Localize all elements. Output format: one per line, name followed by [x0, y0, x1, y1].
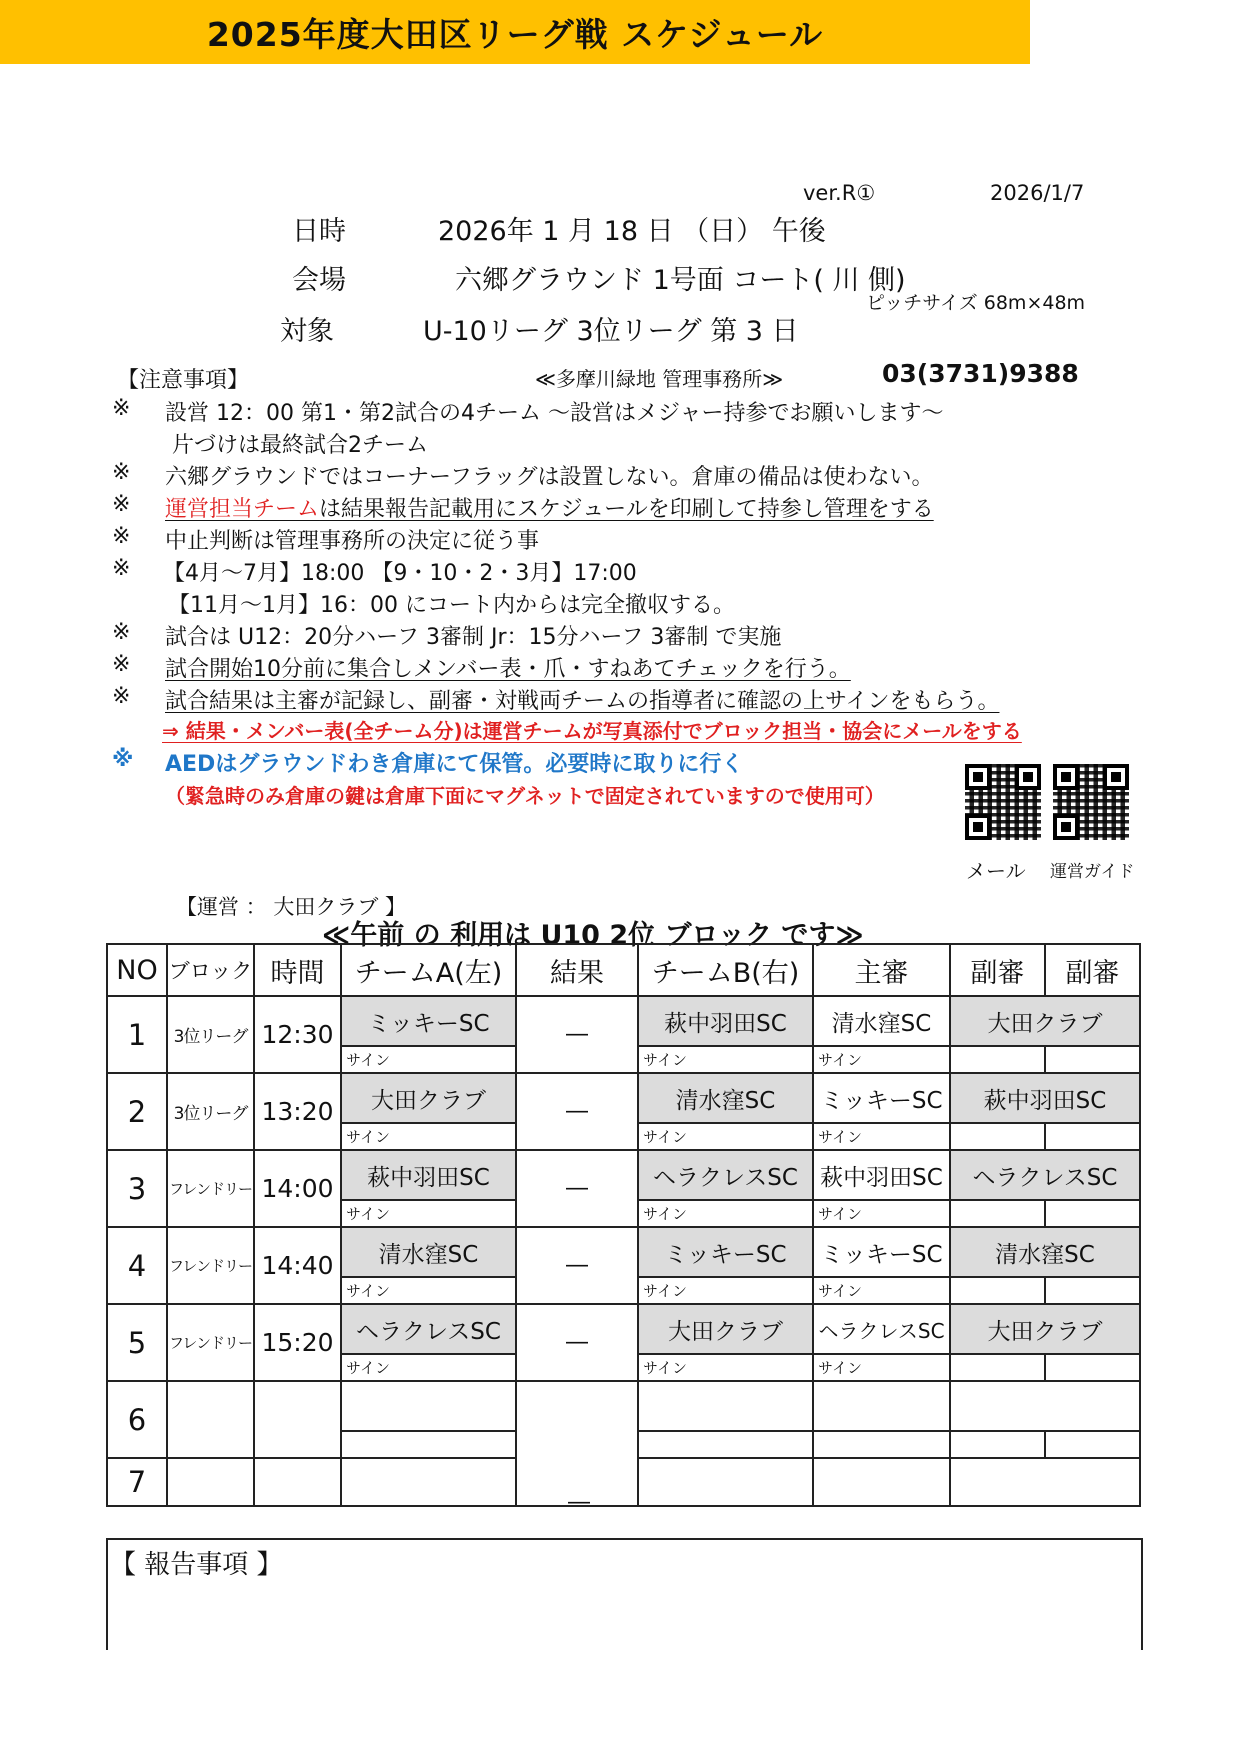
match-no: 2: [107, 1073, 167, 1150]
note-gather: 試合開始10分前に集合しメンバー表・爪・すねあてチェックを行う。: [165, 657, 851, 682]
sign-assistant-2[interactable]: [1045, 1046, 1140, 1073]
sign-team-b[interactable]: サイン: [638, 1277, 813, 1304]
note-withdraw-winter: 【11月～1月】16：00 にコート内からは完全撤収する。: [168, 593, 735, 618]
table-row: [107, 1304, 1140, 1354]
note-mark: ※: [112, 684, 131, 709]
match-result[interactable]: ―: [516, 1073, 638, 1150]
match-no: 5: [107, 1304, 167, 1381]
sign-team-b[interactable]: サイン: [638, 1200, 813, 1227]
note-corner-flag: 六郷グラウンドではコーナーフラッグは設置しない。倉庫の備品は使わない。: [165, 465, 934, 490]
note-aed: AEDはグラウンドわき倉庫にて保管。必要時に取りに行く: [165, 752, 744, 777]
match-block: フレンドリー: [167, 1304, 254, 1381]
sign-assistant-1[interactable]: [950, 1277, 1045, 1304]
team-b[interactable]: [638, 1381, 813, 1431]
match-no: 1: [107, 996, 167, 1073]
sign-team-b[interactable]: [638, 1431, 813, 1458]
header-result: 結果: [516, 944, 638, 996]
note-withdraw-times: 【4月～7月】18:00 【9・10・2・3月】17:00: [163, 561, 637, 586]
report-heading: 【 報告事項 】: [110, 1550, 283, 1580]
sign-team-a[interactable]: サイン: [341, 1123, 516, 1150]
sign-referee[interactable]: サイン: [813, 1046, 950, 1073]
note-mark: ※: [112, 492, 131, 517]
match-result[interactable]: [516, 1381, 638, 1506]
morning-usage: ≪午前 の 利用は U10 2位 ブロック です≫: [322, 920, 864, 951]
match-result[interactable]: ―: [516, 1150, 638, 1227]
sign-assistant-2[interactable]: [1045, 1354, 1140, 1381]
title-bar: [0, 0, 1030, 64]
team-b: ミッキーSC: [638, 1227, 813, 1277]
note-cleanup: 片づけは最終試合2チーム: [172, 433, 428, 458]
sign-assistant-2[interactable]: [1045, 1277, 1140, 1304]
match-time[interactable]: [254, 1381, 341, 1458]
sign-assistant-1[interactable]: [950, 1200, 1045, 1227]
sign-team-b[interactable]: サイン: [638, 1046, 813, 1073]
note-aed-key: （緊急時のみ倉庫の鍵は倉庫下面にマグネットで固定されていますので使用可）: [165, 784, 885, 808]
sign-referee[interactable]: サイン: [813, 1200, 950, 1227]
schedule-table: [106, 943, 1141, 1507]
note-mark: ※: [112, 556, 131, 581]
note-mark: ※: [112, 524, 131, 549]
assistant-referee[interactable]: [950, 1458, 1140, 1506]
target-label: 対象: [280, 316, 334, 347]
date-label: 日時: [292, 216, 346, 247]
header-assistant-2: 副審: [1045, 944, 1140, 996]
team-a: 大田クラブ: [341, 1073, 516, 1123]
referee: 清水窪SC: [813, 996, 950, 1046]
row7-result-dash: ―: [568, 1490, 590, 1515]
page-title: 2025年度大田区リーグ戦 スケジュール: [206, 14, 824, 54]
note-cancel: 中止判断は管理事務所の決定に従う事: [165, 529, 540, 554]
referee: ミッキーSC: [813, 1227, 950, 1277]
header-team-b: チームB(右): [638, 944, 813, 996]
match-result[interactable]: ―: [516, 996, 638, 1073]
notes-heading: 【注意事項】: [117, 368, 250, 393]
header-no: NO: [107, 944, 167, 996]
match-time: 14:00: [254, 1150, 341, 1227]
note-match-format: 試合は U12：20分ハーフ 3審制 Jr：15分ハーフ 3審制 で実施: [165, 625, 782, 650]
note-mark: ※: [112, 652, 131, 677]
version-label: ver.R①: [803, 181, 876, 205]
match-no: 7: [107, 1458, 167, 1506]
referee: ヘラクレスSC: [813, 1304, 950, 1354]
match-result[interactable]: ―: [516, 1304, 638, 1381]
note-result-mail: ⇒ 結果・メンバー表(全チーム分)は運営チームが写真添付でブロック担当・協会にメールをする: [162, 719, 1022, 743]
mail-qr-label: メール: [966, 859, 1026, 883]
referee: ミッキーSC: [813, 1073, 950, 1123]
assistant-referee: 大田クラブ: [950, 1304, 1140, 1354]
assistant-referee[interactable]: [950, 1381, 1140, 1431]
header-time: 時間: [254, 944, 341, 996]
date-value: 2026年 1 月 18 日 （日） 午後: [438, 216, 826, 247]
pitch-size: ピッチサイズ 68m×48m: [866, 292, 1086, 314]
match-no: 4: [107, 1227, 167, 1304]
operation-team: 【運営 ： 大田クラブ 】: [176, 895, 407, 919]
match-result[interactable]: ―: [516, 1227, 638, 1304]
sign-team-a[interactable]: サイン: [341, 1046, 516, 1073]
match-block[interactable]: [167, 1458, 254, 1506]
issue-date: 2026/1/7: [990, 181, 1085, 205]
guide-qr-code[interactable]: [1053, 764, 1129, 840]
note-print-schedule: [165, 492, 934, 523]
sign-assistant-2[interactable]: [1045, 1431, 1140, 1458]
assistant-referee: 大田クラブ: [950, 996, 1140, 1046]
sign-assistant-1[interactable]: [950, 1431, 1045, 1458]
match-block: フレンドリー: [167, 1150, 254, 1227]
sign-team-b[interactable]: サイン: [638, 1354, 813, 1381]
match-block: 3位リーグ: [167, 996, 254, 1073]
header-team-a: チームA(左): [341, 944, 516, 996]
team-a[interactable]: [341, 1381, 516, 1431]
sign-team-a[interactable]: サイン: [341, 1200, 516, 1227]
guide-qr-label: 運営ガイド: [1050, 862, 1135, 882]
match-time: 14:40: [254, 1227, 341, 1304]
sign-team-b[interactable]: サイン: [638, 1123, 813, 1150]
sign-assistant-1[interactable]: [950, 1354, 1045, 1381]
note-mark: ※: [112, 396, 131, 421]
office-name: ≪多摩川緑地 管理事務所≫: [535, 367, 784, 391]
sign-referee[interactable]: サイン: [813, 1277, 950, 1304]
note-result-record: 試合結果は主審が記録し、副審・対戦両チームの指導者に確認の上サインをもらう。: [165, 689, 1000, 714]
match-block[interactable]: [167, 1381, 254, 1458]
venue-label: 会場: [292, 265, 346, 296]
sign-referee[interactable]: サイン: [813, 1354, 950, 1381]
table-header-row: [107, 944, 1140, 996]
note-mark: ※: [112, 620, 131, 645]
sign-assistant-1[interactable]: [950, 1046, 1045, 1073]
sign-team-a[interactable]: [341, 1431, 516, 1458]
target-value: U-10リーグ 3位リーグ 第 3 日: [423, 316, 799, 347]
table-row: [107, 996, 1140, 1046]
team-b: 大田クラブ: [638, 1304, 813, 1354]
note-mark: ※: [112, 747, 134, 772]
header-referee: 主審: [813, 944, 950, 996]
match-block: 3位リーグ: [167, 1073, 254, 1150]
sign-assistant-2[interactable]: [1045, 1200, 1140, 1227]
match-time: 15:20: [254, 1304, 341, 1381]
match-time: 13:20: [254, 1073, 341, 1150]
note-mark: ※: [112, 460, 131, 485]
table-row: [107, 1150, 1140, 1200]
table-row: [107, 1381, 1140, 1431]
note-red-team: 運営担当チーム: [165, 497, 320, 522]
venue-value: 六郷グラウンド 1号面 コート( 川 側): [455, 265, 906, 296]
note-setup: 設営 12：00 第1・第2試合の4チーム ～設営はメジャー持参でお願いします～: [165, 401, 944, 426]
match-no: 3: [107, 1150, 167, 1227]
sign-assistant-2[interactable]: [1045, 1123, 1140, 1150]
assistant-referee: 清水窪SC: [950, 1227, 1140, 1277]
team-b: ヘラクレスSC: [638, 1150, 813, 1200]
table-row: [107, 1227, 1140, 1277]
assistant-referee: 萩中羽田SC: [950, 1073, 1140, 1123]
match-time[interactable]: [254, 1458, 341, 1506]
referee[interactable]: [813, 1381, 950, 1431]
sign-team-a[interactable]: サイン: [341, 1277, 516, 1304]
team-a[interactable]: [341, 1458, 516, 1506]
sign-referee[interactable]: サイン: [813, 1123, 950, 1150]
team-a: 萩中羽田SC: [341, 1150, 516, 1200]
team-b[interactable]: [638, 1458, 813, 1506]
assistant-referee: ヘラクレスSC: [950, 1150, 1140, 1200]
table-row: [107, 1073, 1140, 1123]
match-no: 6: [107, 1381, 167, 1458]
office-phone: 03(3731)9388: [882, 359, 1079, 388]
referee[interactable]: [813, 1458, 950, 1506]
referee: 萩中羽田SC: [813, 1150, 950, 1200]
sign-referee[interactable]: [813, 1431, 950, 1458]
match-block: フレンドリー: [167, 1227, 254, 1304]
team-a: ヘラクレスSC: [341, 1304, 516, 1354]
team-b: 萩中羽田SC: [638, 996, 813, 1046]
team-a: ミッキーSC: [341, 996, 516, 1046]
report-box[interactable]: [106, 1538, 1143, 1650]
match-time: 12:30: [254, 996, 341, 1073]
note-print-rest: は結果報告記載用にスケジュールを印刷して持参し管理をする: [319, 497, 934, 522]
sign-team-a[interactable]: サイン: [341, 1354, 516, 1381]
team-b: 清水窪SC: [638, 1073, 813, 1123]
header-assistant-1: 副審: [950, 944, 1045, 996]
mail-qr-code[interactable]: [965, 764, 1041, 840]
header-block: ブロック: [167, 944, 254, 996]
sign-assistant-1[interactable]: [950, 1123, 1045, 1150]
team-a: 清水窪SC: [341, 1227, 516, 1277]
